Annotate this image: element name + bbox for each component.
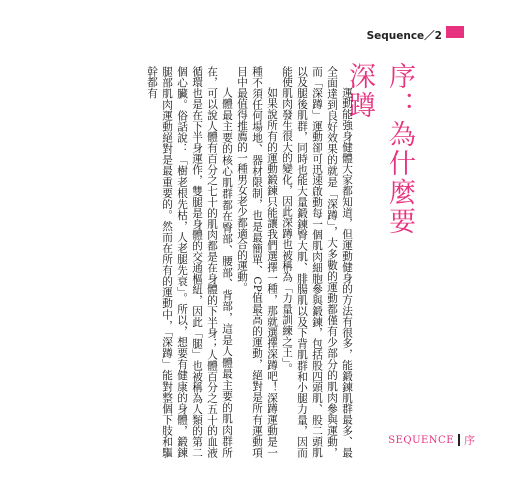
paragraph: 運動能強身健體大家都知道，但運動健身的方法有很多，能鍛鍊肌群最多、最全面達到良好效果的就是「深蹲」，大多數的運動都僅有少部分的肌肉參與運動，而「深蹲」運動卻可迅速啟動每一個肌肉細胞參與鍛鍊，包括股四頭肌、股二頭肌以及腿後肌群，同時也能大量鍛鍊臀大肌、腓腸肌以及下背肌群和小腿力量，因而能使肌肉發生很大的變化，因此深蹲也被稱為「力量訓練之王」。 bbox=[281, 66, 353, 458]
footer-divider bbox=[458, 434, 460, 446]
header-accent-bar bbox=[446, 26, 464, 38]
body-text bbox=[92, 66, 354, 458]
footer-section: 序 bbox=[464, 434, 475, 447]
paragraph: 人體最主要的核心肌群都在臀部、腰部、背部，這是人體最主要的肌肉群所在，可以說人體有百分之七十的肌肉都是在身體的下半身；人體百分之五十的血液循環也是在下半身運作，雙腿是身體的交通樞紐，因此「腿」也被稱為人類的第二個心臟。俗話說：「樹老根先枯，人老腿先衰」。所以，想要有健康的身體，鍛鍊腿部肌肉運動絕對是最重要的。然而在所有的運動中，「深蹲」能對整個下肢和驅幹都有 bbox=[146, 66, 233, 458]
running-header: Sequence／2 bbox=[366, 30, 442, 42]
paragraph: 如果說所有的運動鍛鍊只能讓我們選擇一種，那就選擇深蹲吧！深蹲運動是一種不須任何場地、器材限制，也是最簡單、CP值最高的運動，絕對是所有運動項目中最值得推薦的一種男女老少都適合的運動。 bbox=[236, 66, 278, 458]
footer-label: SEQUENCE bbox=[388, 434, 454, 446]
page-footer bbox=[360, 432, 475, 448]
chapter-title: 序：為什麼要深蹲 bbox=[344, 62, 415, 236]
